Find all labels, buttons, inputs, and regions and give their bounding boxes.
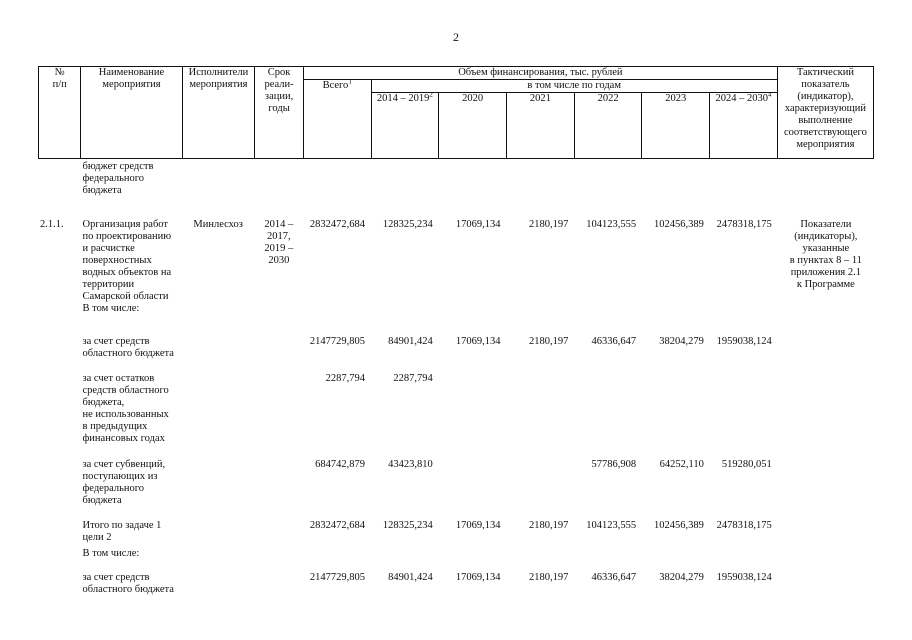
- row-term: [255, 548, 304, 572]
- table-row: [38, 451, 874, 514]
- header-volume: Объем финансирования, тыс. рублей: [303, 67, 777, 80]
- row-y2022: 46336,647: [591, 572, 637, 583]
- page-number: 2: [453, 30, 459, 44]
- row-y2024-2030: [710, 303, 778, 326]
- row-term: [255, 572, 304, 602]
- header-year-2014-2019: 2014 – 2019$^2$: [371, 93, 439, 159]
- row-y2024-2030: [710, 548, 778, 572]
- row-y2020: [439, 157, 507, 207]
- row-total: 2832472,684: [309, 520, 365, 531]
- table-row: [38, 157, 874, 207]
- row-y2014-2019: 128325,234: [382, 520, 433, 531]
- row-executor: [182, 451, 255, 514]
- row-executor: [182, 157, 255, 207]
- row-total: [303, 548, 371, 572]
- row-indicator: [778, 326, 874, 365]
- row-y2024-2030: 2478318,175: [716, 219, 772, 230]
- row-y2022: [574, 303, 642, 326]
- header-year-2024-2030: 2024 – 2030$^4$: [710, 93, 778, 159]
- row-y2023: [642, 303, 710, 326]
- row-indicator: [778, 548, 874, 572]
- row-total: 2287,794: [325, 373, 365, 384]
- row-name: Итого по задаче 1 цели 2: [82, 520, 162, 543]
- row-total: 2832472,684: [309, 219, 365, 230]
- row-y2021: [507, 303, 575, 326]
- row-indicator: [778, 572, 874, 602]
- row-name: за счет средств областного бюджета: [82, 572, 174, 595]
- header-num: № п/п: [39, 67, 81, 159]
- row-y2024-2030: 519280,051: [721, 459, 772, 470]
- row-name: Организация работ по проектированию и расчистке поверхностных водных объектов на территории Самарской области: [82, 219, 172, 302]
- table-row: [38, 548, 874, 572]
- row-executor: [182, 326, 255, 365]
- row-name: бюджет средств федерального бюджета: [82, 161, 154, 196]
- row-num: [38, 572, 81, 602]
- row-y2022: [574, 157, 642, 207]
- table-row: [38, 303, 874, 326]
- row-total: 2147729,805: [309, 336, 365, 347]
- row-indicator: [778, 365, 874, 451]
- row-num: [38, 548, 81, 572]
- row-y2023: [642, 548, 710, 572]
- row-term: [255, 157, 304, 207]
- row-name: В том числе:: [82, 303, 140, 314]
- row-name: за счет остатков средств областного бюджета, не использованных в предыдущих финансовых годах: [82, 373, 169, 444]
- row-y2020: 17069,134: [455, 336, 501, 347]
- row-total: [303, 303, 371, 326]
- table-body: [38, 157, 874, 602]
- header-executors: Исполнители мероприятия: [182, 67, 255, 159]
- row-y2023: 64252,110: [659, 459, 704, 470]
- row-y2022: 104123,555: [586, 520, 637, 531]
- header-total: Всего$^1$: [303, 80, 371, 159]
- row-y2021: [507, 157, 575, 207]
- row-y2021: 2180,197: [528, 520, 569, 531]
- row-executor: [182, 548, 255, 572]
- row-y2014-2019: 84901,424: [388, 572, 433, 583]
- row-y2020: 17069,134: [455, 219, 501, 230]
- row-y2023: 38204,279: [659, 336, 704, 347]
- row-y2014-2019: [371, 548, 439, 572]
- row-y2014-2019: 43423,810: [388, 459, 433, 470]
- row-y2020: 17069,134: [455, 572, 501, 583]
- row-y2021: 2180,197: [528, 572, 569, 583]
- row-y2023: [642, 365, 710, 451]
- row-y2023: 38204,279: [659, 572, 704, 583]
- row-total: [303, 157, 371, 207]
- row-y2020: [439, 303, 507, 326]
- row-y2022: [574, 548, 642, 572]
- table-row: [38, 572, 874, 602]
- table-header: [38, 66, 874, 159]
- table-row: [38, 365, 874, 451]
- row-y2023: 102456,389: [654, 520, 704, 531]
- row-y2014-2019: [371, 157, 439, 207]
- row-num: [38, 157, 81, 207]
- row-name: В том числе:: [82, 548, 140, 559]
- row-y2024-2030: [710, 157, 778, 207]
- row-y2020: [439, 365, 507, 451]
- row-name: за счет субвенций, поступающих из федерального бюджета: [82, 459, 166, 506]
- header-year-2020: 2020: [439, 93, 507, 159]
- row-y2014-2019: 128325,234: [382, 219, 433, 230]
- row-y2024-2030: 1959038,124: [716, 336, 772, 347]
- row-term: 2014 – 2017, 2019 – 2030: [264, 219, 294, 266]
- row-y2022: [574, 365, 642, 451]
- row-y2014-2019: 84901,424: [388, 336, 433, 347]
- row-y2023: 102456,389: [654, 219, 704, 230]
- row-indicator: Показатели (индикаторы), указанные в пунктах 8 – 11 приложения 2.1 к Программе: [789, 219, 862, 290]
- row-y2022: 57786,908: [591, 459, 637, 470]
- row-y2022: 46336,647: [591, 336, 637, 347]
- table-row: [38, 514, 874, 548]
- row-indicator: [778, 303, 874, 326]
- row-y2014-2019: 2287,794: [393, 373, 433, 384]
- row-y2022: 104123,555: [586, 219, 637, 230]
- row-total: 684742,879: [315, 459, 365, 470]
- row-term: [255, 303, 304, 326]
- row-term: [255, 514, 304, 548]
- row-y2014-2019: [371, 303, 439, 326]
- header-term: Срок реали- зации, годы: [255, 67, 304, 159]
- row-term: [255, 365, 304, 451]
- row-y2020: [439, 451, 507, 514]
- header-incl-years: в том числе по годам: [371, 80, 777, 93]
- row-executor: Минлесхоз: [193, 219, 243, 230]
- row-y2024-2030: 1959038,124: [716, 572, 772, 583]
- row-num: [38, 303, 81, 326]
- row-y2021: [507, 365, 575, 451]
- row-y2024-2030: 2478318,175: [716, 520, 772, 531]
- header-indicator: Тактический показатель (индикатор), характеризующий выполнение соответствующего мероприятия: [777, 67, 873, 159]
- row-executor: [182, 365, 255, 451]
- row-executor: [182, 303, 255, 326]
- header-year-2023: 2023: [642, 93, 710, 159]
- row-num: [38, 326, 81, 365]
- row-num: [38, 514, 81, 548]
- header-year-2022: 2022: [574, 93, 642, 159]
- row-y2020: 17069,134: [455, 520, 501, 531]
- header-name: Наименование мероприятия: [81, 67, 182, 159]
- row-num: [38, 451, 81, 514]
- table-row: [38, 326, 874, 365]
- row-y2021: 2180,197: [528, 336, 569, 347]
- row-total: 2147729,805: [309, 572, 365, 583]
- table-row: [38, 207, 874, 303]
- row-indicator: [778, 451, 874, 514]
- row-y2024-2030: [710, 365, 778, 451]
- row-term: [255, 451, 304, 514]
- row-y2023: [642, 157, 710, 207]
- row-y2021: [507, 548, 575, 572]
- row-executor: [182, 572, 255, 602]
- row-y2020: [439, 548, 507, 572]
- header-year-2021: 2021: [506, 93, 574, 159]
- row-num: 2.1.1.: [40, 219, 64, 230]
- row-term: [255, 326, 304, 365]
- row-indicator: [778, 157, 874, 207]
- row-num: [38, 365, 81, 451]
- row-executor: [182, 514, 255, 548]
- row-y2021: [507, 451, 575, 514]
- row-name: за счет средств областного бюджета: [82, 336, 174, 359]
- row-y2021: 2180,197: [528, 219, 569, 230]
- row-indicator: [778, 514, 874, 548]
